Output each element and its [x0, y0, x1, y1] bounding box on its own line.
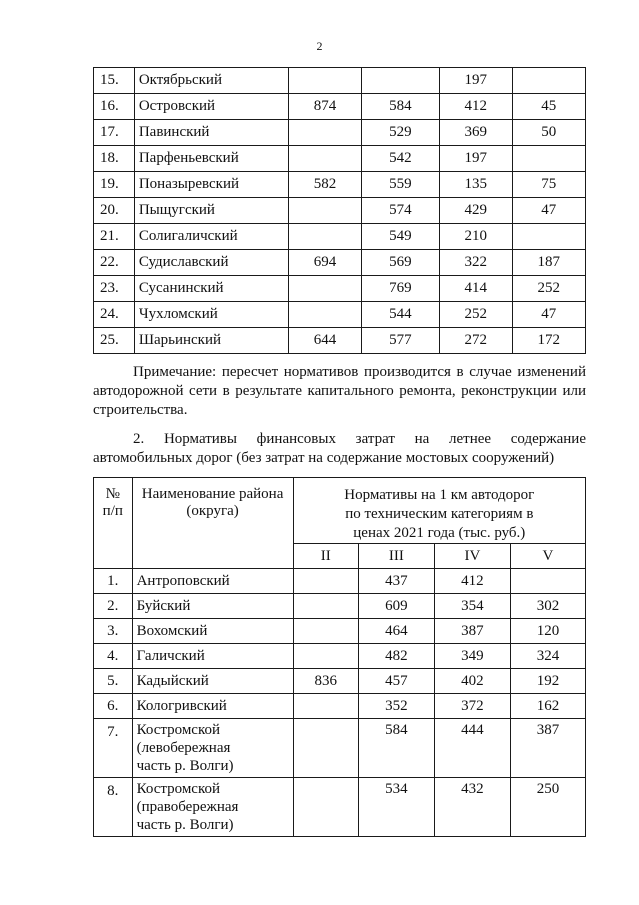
district-name: Судиславский: [134, 250, 288, 276]
header-group-line1: Нормативы на 1 км автодорог: [344, 487, 535, 503]
value-cat-v: 192: [510, 669, 585, 694]
row-number: 21.: [94, 224, 135, 250]
table-row: [94, 146, 586, 172]
value-cat-v: 75: [512, 172, 585, 198]
value-cat-v: [510, 569, 585, 594]
value-cat-iv: 414: [440, 276, 512, 302]
header-group-line3: ценах 2021 года (тыс. руб.): [353, 525, 526, 541]
value-cat-ii: 644: [289, 328, 361, 354]
value-cat-ii: [293, 619, 358, 644]
district-name: Павинский: [134, 120, 288, 146]
value-cat-iii: [361, 68, 439, 94]
value-cat-iii: 559: [361, 172, 439, 198]
value-cat-v: 162: [510, 694, 585, 719]
value-cat-ii: [289, 146, 361, 172]
value-cat-iii: 482: [358, 644, 434, 669]
district-name-line3: часть р. Волги): [136, 758, 234, 774]
table-row: [94, 172, 586, 198]
value-cat-ii: [289, 68, 361, 94]
table-row: [94, 644, 586, 669]
table-row: [94, 569, 586, 594]
table-row: [94, 619, 586, 644]
table-row: [94, 694, 586, 719]
row-number: 1.: [94, 569, 133, 594]
value-cat-iv: 322: [440, 250, 512, 276]
district-name: Парфеньевский: [134, 146, 288, 172]
district-name-line1: Костромской: [136, 722, 221, 738]
district-name-line2: (левобережная: [136, 740, 231, 756]
value-cat-iv: 412: [434, 569, 510, 594]
value-cat-ii: [289, 224, 361, 250]
value-cat-iv: 429: [440, 198, 512, 224]
value-cat-iv: 197: [440, 68, 512, 94]
value-cat-iv: 412: [440, 94, 512, 120]
value-cat-iv: 197: [440, 146, 512, 172]
district-name: Вохомский: [132, 619, 293, 644]
value-cat-ii: [289, 120, 361, 146]
value-cat-iii: 584: [358, 719, 434, 778]
value-cat-v: 302: [510, 594, 585, 619]
value-cat-iv: 354: [434, 594, 510, 619]
header-num-line2: п/п: [102, 503, 123, 519]
table-row: [94, 778, 586, 837]
district-name: Чухломский: [134, 302, 288, 328]
value-cat-ii: [293, 694, 358, 719]
value-cat-v: [512, 68, 585, 94]
table-row: [94, 276, 586, 302]
row-number: 25.: [94, 328, 135, 354]
value-cat-iii: 574: [361, 198, 439, 224]
value-cat-ii: 694: [289, 250, 361, 276]
table-row: [94, 224, 586, 250]
value-cat-iv: 210: [440, 224, 512, 250]
value-cat-iv: 252: [440, 302, 512, 328]
district-name: Буйский: [132, 594, 293, 619]
value-cat-iii: 609: [358, 594, 434, 619]
table-row: [94, 198, 586, 224]
table-row: [94, 250, 586, 276]
row-number: 19.: [94, 172, 135, 198]
district-name: Октябрьский: [134, 68, 288, 94]
section-heading-line1: 2. Нормативы финансовых затрат на летнее содержание: [133, 431, 586, 447]
row-number: 2.: [94, 594, 133, 619]
value-cat-iii: 529: [361, 120, 439, 146]
value-cat-v: 50: [512, 120, 585, 146]
row-number: 18.: [94, 146, 135, 172]
value-cat-v: 324: [510, 644, 585, 669]
district-name: Галичский: [132, 644, 293, 669]
header-cat-v: V: [510, 544, 585, 569]
page-number: 2: [316, 39, 323, 53]
value-cat-iii: 544: [361, 302, 439, 328]
row-number: 22.: [94, 250, 135, 276]
value-cat-iv: 387: [434, 619, 510, 644]
section-heading-line2: автомобильных дорог (без затрат на содержание мостовых сооружений): [93, 450, 555, 466]
header-cat-iii: III: [358, 544, 434, 569]
value-cat-ii: [289, 302, 361, 328]
row-number: 7.: [94, 719, 133, 778]
row-number: 6.: [94, 694, 133, 719]
summer-norms-table: [93, 477, 586, 837]
district-name: Антроповский: [132, 569, 293, 594]
value-cat-ii: 836: [293, 669, 358, 694]
note-paragraph: Примечание: пересчет нормативов производится в случае изменений автодорожной сети в результате капитального ремонта, реконструкции или строительства.: [93, 364, 586, 418]
value-cat-iv: 444: [434, 719, 510, 778]
header-group-line2: по техническим категориям в: [345, 506, 534, 522]
table-row: [94, 669, 586, 694]
header-norms-group: [293, 478, 585, 544]
value-cat-ii: [293, 594, 358, 619]
district-name: Пыщугский: [134, 198, 288, 224]
value-cat-iii: 457: [358, 669, 434, 694]
table-row: [94, 719, 586, 778]
district-name: Кологривский: [132, 694, 293, 719]
value-cat-iii: 464: [358, 619, 434, 644]
value-cat-ii: [293, 778, 358, 837]
row-number: 3.: [94, 619, 133, 644]
value-cat-iii: 437: [358, 569, 434, 594]
row-number: 20.: [94, 198, 135, 224]
value-cat-ii: [293, 644, 358, 669]
value-cat-iii: 569: [361, 250, 439, 276]
value-cat-v: 47: [512, 198, 585, 224]
value-cat-iv: 432: [434, 778, 510, 837]
value-cat-ii: [289, 276, 361, 302]
header-num-line1: №: [105, 486, 120, 502]
value-cat-ii: [293, 569, 358, 594]
value-cat-ii: [289, 198, 361, 224]
value-cat-v: [512, 146, 585, 172]
value-cat-iv: 272: [440, 328, 512, 354]
row-number: 4.: [94, 644, 133, 669]
district-name-line1: Костромской: [136, 781, 221, 797]
value-cat-v: 387: [510, 719, 585, 778]
row-number: 8.: [94, 778, 133, 837]
table-row: [94, 594, 586, 619]
table-row: [94, 120, 586, 146]
value-cat-iii: 549: [361, 224, 439, 250]
value-cat-ii: 582: [289, 172, 361, 198]
value-cat-iv: 349: [434, 644, 510, 669]
value-cat-iii: 769: [361, 276, 439, 302]
value-cat-iv: 135: [440, 172, 512, 198]
row-number: 23.: [94, 276, 135, 302]
district-name: Солигаличский: [134, 224, 288, 250]
header-name-line2: (округа): [186, 503, 239, 519]
header-name: [132, 478, 293, 569]
district-name: [132, 719, 293, 778]
value-cat-iv: 369: [440, 120, 512, 146]
value-cat-v: 120: [510, 619, 585, 644]
value-cat-ii: [293, 719, 358, 778]
value-cat-iii: 577: [361, 328, 439, 354]
value-cat-v: 187: [512, 250, 585, 276]
district-name-line2: (правобережная: [136, 799, 239, 815]
value-cat-iii: 352: [358, 694, 434, 719]
row-number: 5.: [94, 669, 133, 694]
district-name: [132, 778, 293, 837]
district-name: Сусанинский: [134, 276, 288, 302]
value-cat-iv: 372: [434, 694, 510, 719]
district-name: Кадыйский: [132, 669, 293, 694]
value-cat-v: 252: [512, 276, 585, 302]
header-cat-iv: IV: [434, 544, 510, 569]
table-header-row: [94, 478, 586, 544]
table-row: [94, 68, 586, 94]
value-cat-v: 45: [512, 94, 585, 120]
table-row: [94, 328, 586, 354]
row-number: 24.: [94, 302, 135, 328]
district-name: Шарьинский: [134, 328, 288, 354]
value-cat-v: 250: [510, 778, 585, 837]
value-cat-v: [512, 224, 585, 250]
district-name: Островский: [134, 94, 288, 120]
section-heading: [93, 430, 586, 468]
value-cat-iii: 542: [361, 146, 439, 172]
value-cat-iii: 584: [361, 94, 439, 120]
table-row: [94, 302, 586, 328]
row-number: 16.: [94, 94, 135, 120]
row-number: 17.: [94, 120, 135, 146]
value-cat-v: 172: [512, 328, 585, 354]
value-cat-v: 47: [512, 302, 585, 328]
value-cat-ii: 874: [289, 94, 361, 120]
district-name: Поназыревский: [134, 172, 288, 198]
value-cat-iii: 534: [358, 778, 434, 837]
district-name-line3: часть р. Волги): [136, 817, 234, 833]
value-cat-iv: 402: [434, 669, 510, 694]
row-number: 15.: [94, 68, 135, 94]
header-num: [94, 478, 133, 569]
header-name-line1: Наименование района: [141, 486, 284, 502]
norms-table-continued: [93, 67, 586, 354]
header-cat-ii: II: [293, 544, 358, 569]
table-row: [94, 94, 586, 120]
